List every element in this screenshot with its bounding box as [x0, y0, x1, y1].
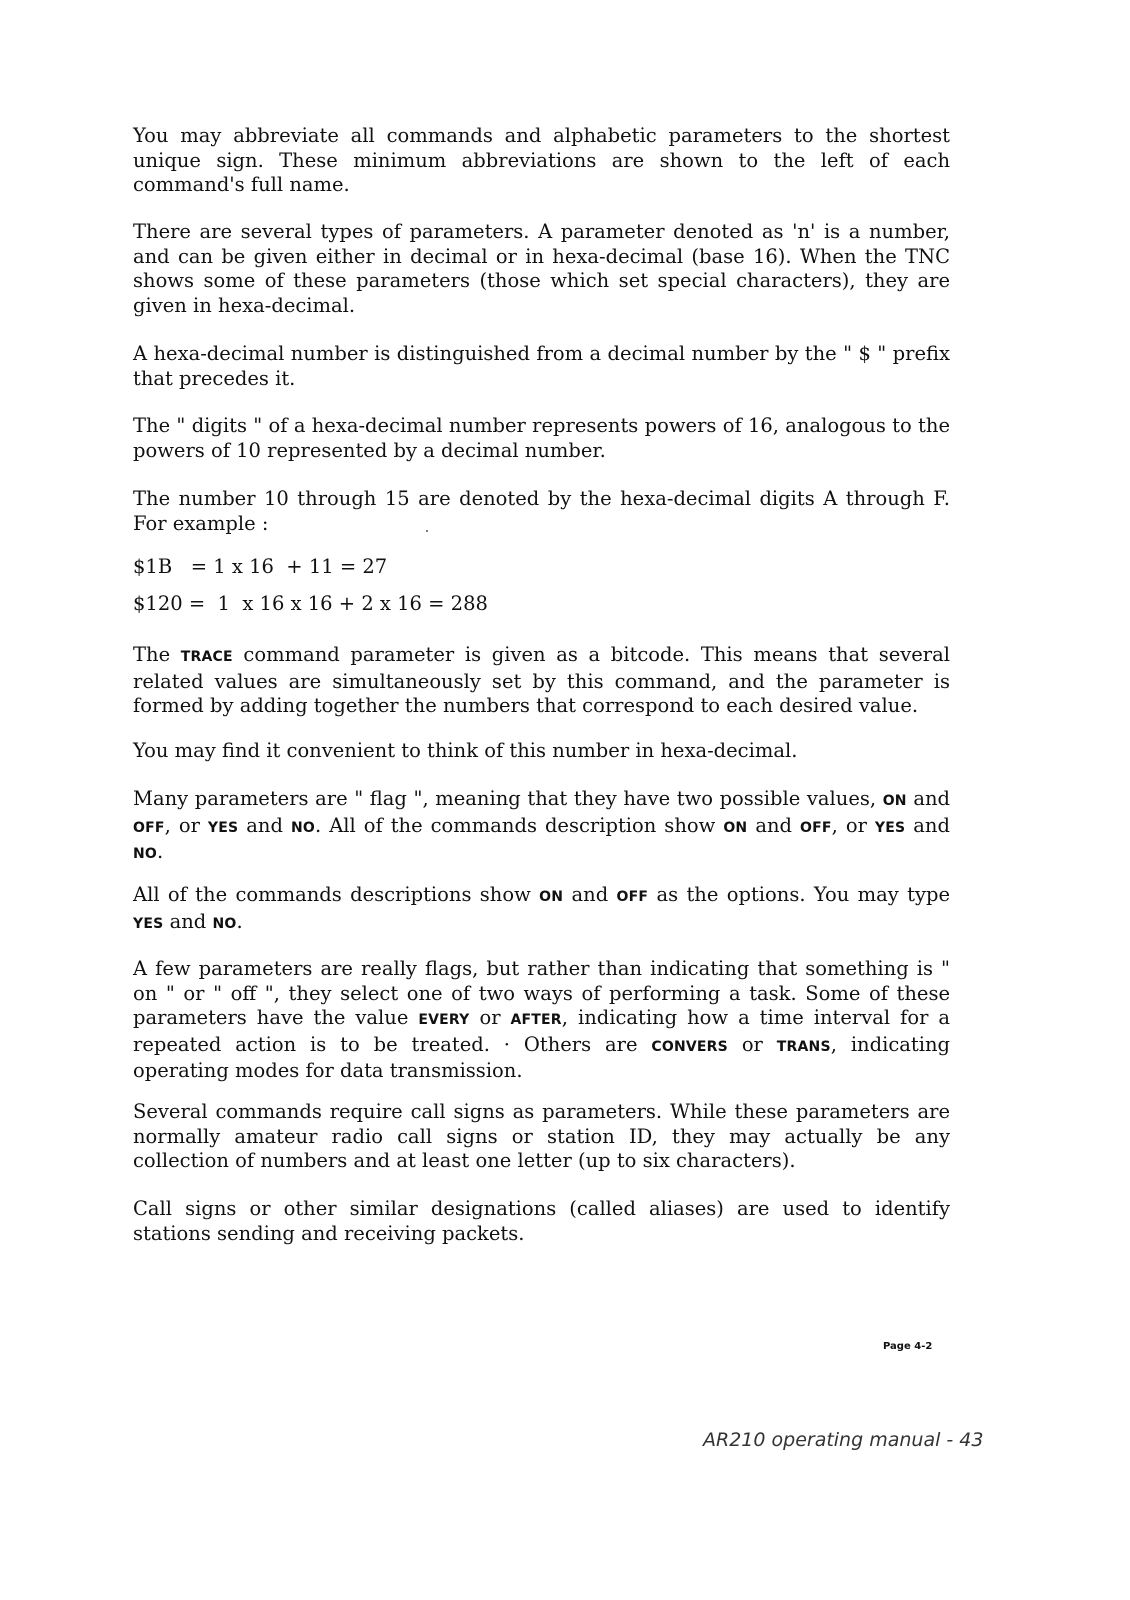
paragraph-hex-convenient: You may find it convenient to think of this number in hexa-decimal.	[133, 739, 798, 762]
keyword-yes: YES	[207, 819, 239, 836]
page-number-label: Page 4-2	[883, 1341, 933, 1352]
keyword-trans: TRANS	[776, 1038, 831, 1055]
keyword-every: EVERY	[418, 1012, 470, 1028]
paragraph-aliases: Call signs or other similar designations (called aliases) are used to identify stations sending and receiving packets.	[133, 1197, 950, 1245]
keyword-off: OFF	[616, 889, 649, 905]
keyword-yes: YES	[133, 915, 164, 932]
keyword-no: NO	[133, 846, 158, 862]
example-hex-1b: $1B = 1 x 16 + 11 = 27	[133, 555, 388, 578]
paragraph-flags: Many parameters are " flag ", meaning that they have two possible values, ON and OFF, or YES and NO. All of the commands description show ON and OFF, or YES and NO.	[133, 787, 950, 863]
footer-manual-title: AR210 operating manual - 43	[703, 1429, 984, 1451]
keyword-after: AFTER	[510, 1012, 562, 1028]
keyword-off: OFF	[133, 819, 165, 836]
paragraph-hex-digits: The " digits " of a hexa-decimal number represents powers of 16, analogous to the powers of 10 represented by a decimal number.	[133, 414, 950, 462]
keyword-on: ON	[723, 819, 748, 836]
keyword-on: ON	[882, 793, 907, 809]
keyword-yes: YES	[874, 819, 906, 836]
paragraph-call-signs: Several commands require call signs as parameters. While these parameters are normally amateur radio call signs or station ID, they may actually be any collection of numbers and at least one letter (up to six characters).	[133, 1100, 950, 1172]
paragraph-hex-letters: The number 10 through 15 are denoted by the hexa-decimal digits A through F. For example :	[133, 487, 950, 535]
keyword-off: OFF	[800, 819, 832, 836]
paragraph-options: All of the commands descriptions show ON and OFF as the options. You may type YES and NO.	[133, 883, 951, 933]
keyword-no: NO	[290, 819, 315, 836]
keyword-trace: TRACE	[180, 649, 233, 665]
paragraph-trace-bitcode: The TRACE command parameter is given as a bitcode. This means that several related values are simultaneously set by this command, and the parameter is formed by adding together the numbers that correspond to each desired value.	[133, 643, 950, 717]
keyword-no: NO	[212, 915, 237, 932]
paragraph-parameter-types: There are several types of parameters. A parameter denoted as 'n' is a number, and can be given either in decimal or in hexa-decimal (base 16). When the TNC shows some of these parameters (those which set special characters), they are given in hexa-decimal.	[133, 220, 950, 317]
scan-speck	[426, 530, 428, 532]
paragraph-abbreviations: You may abbreviate all commands and alphabetic parameters to the shortest unique sign. These minimum abbreviations are shown to the left of each command's full name.	[133, 124, 950, 196]
paragraph-pseudo-flags: A few parameters are really flags, but rather than indicating that something is " on " or " off ", they select one of two ways of performing a task. Some of these parameters have the value EVERY or AFTER, indicating how a time interval for a repeated action is to be treated. · Others are CONVERS or TRANS, indicating operating modes for data transmission.	[133, 957, 950, 1082]
keyword-on: ON	[539, 889, 564, 905]
keyword-convers: CONVERS	[651, 1038, 728, 1055]
example-hex-120: $120 = 1 x 16 x 16 + 2 x 16 = 288	[133, 592, 488, 615]
paragraph-hex-prefix: A hexa-decimal number is distinguished from a decimal number by the " $ " prefix that precedes it.	[133, 342, 950, 390]
